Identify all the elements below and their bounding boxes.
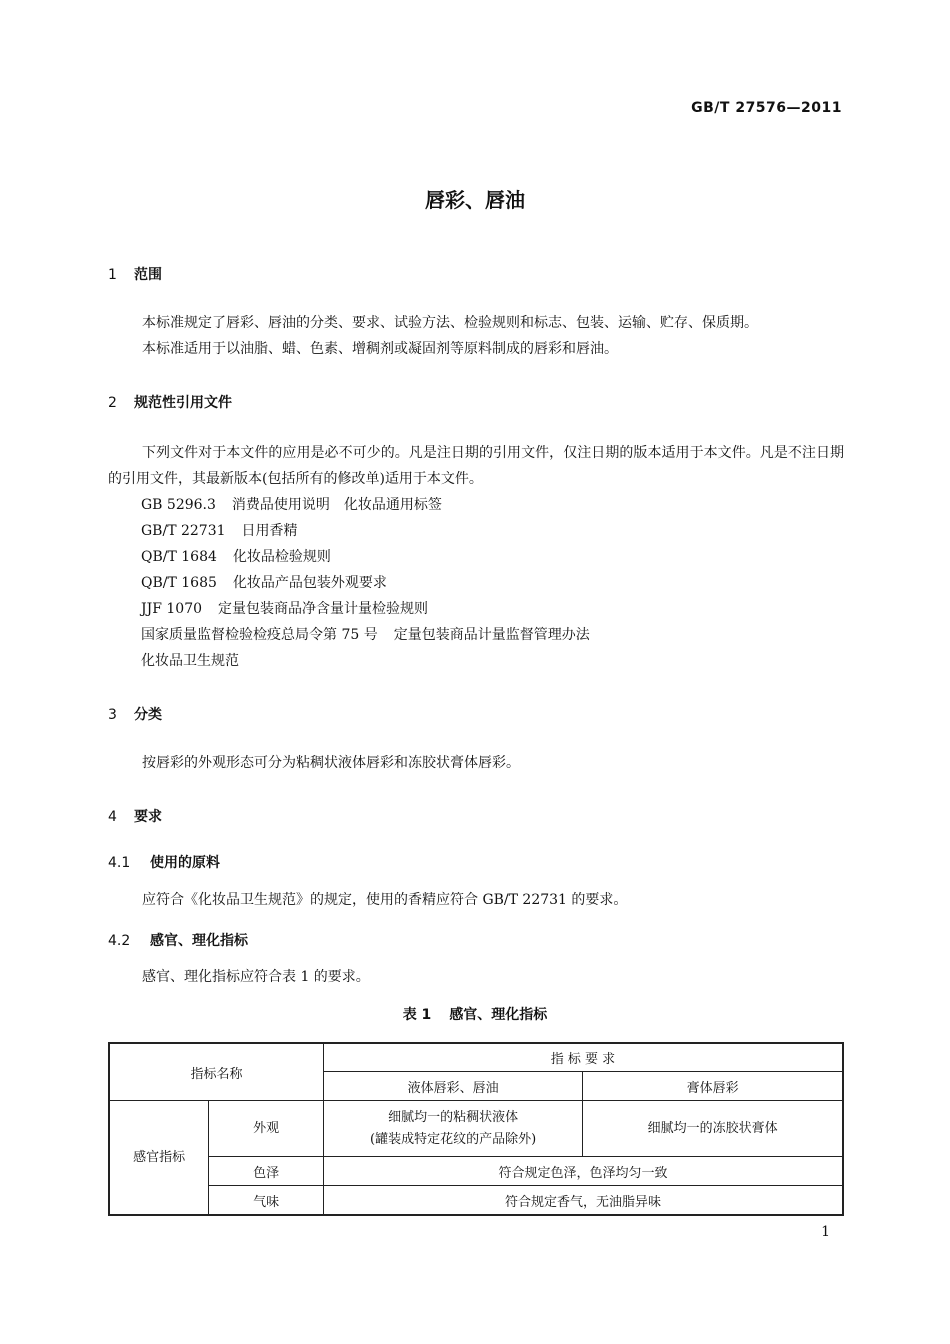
section-1-paragraph-1: 本标准规定了唇彩、唇油的分类、要求、试验方法、检验规则和标志、包装、运输、贮存、保质期。 — [142, 315, 758, 331]
section-2-title: 规范性引用文件 — [134, 395, 232, 411]
reference-item — [141, 648, 590, 674]
subsection-4-1-number: 4.1 — [108, 855, 131, 871]
header-paste-lipgloss: 膏体唇彩 — [583, 1072, 843, 1101]
section-3-heading — [108, 704, 162, 724]
subsection-4-2-paragraph: 感官、理化指标应符合表 1 的要求。 — [142, 969, 370, 985]
subsection-4-1-title: 使用的原料 — [150, 855, 220, 871]
standard-code: GB/T 27576—2011 — [691, 100, 842, 116]
reference-code: 化妆品卫生规范 — [141, 653, 239, 669]
reference-item — [141, 544, 590, 570]
reference-name: 定量包装商品净含量计量检验规则 — [218, 601, 429, 617]
reference-code: QB/T 1685 — [141, 575, 217, 591]
section-3-paragraph: 按唇彩的外观形态可分为粘稠状液体唇彩和冻胶状膏体唇彩。 — [142, 755, 520, 771]
appearance-paste: 细腻均一的冻胶状膏体 — [583, 1101, 843, 1157]
section-2-number: 2 — [108, 395, 117, 411]
reference-name: 化妆品检验规则 — [232, 549, 331, 565]
section-1-heading — [108, 264, 162, 284]
table-title: 感官、理化指标 — [449, 1007, 548, 1023]
appearance-liquid — [323, 1101, 582, 1157]
section-1-title: 范围 — [134, 267, 162, 283]
reference-item — [141, 492, 590, 518]
reference-name: 化妆品产品包装外观要求 — [232, 575, 387, 591]
reference-code: JJF 1070 — [141, 601, 203, 617]
page-number: 1 — [821, 1224, 830, 1240]
color-value: 符合规定色泽，色泽均匀一致 — [323, 1157, 843, 1186]
table-row — [109, 1157, 843, 1186]
table-caption — [0, 1004, 950, 1024]
reference-name: 定量包装商品计量监督管理办法 — [393, 627, 590, 643]
reference-code: GB 5296.3 — [141, 497, 216, 513]
reference-item — [141, 518, 590, 544]
section-4-number: 4 — [108, 809, 117, 825]
section-1-paragraph-2: 本标准适用于以油脂、蜡、色素、增稠剂或凝固剂等原料制成的唇彩和唇油。 — [142, 341, 618, 357]
subsection-4-1-heading — [108, 852, 220, 872]
document-title: 唇彩、唇油 — [425, 188, 525, 212]
reference-name: 消费品使用说明 化妆品通用标签 — [231, 497, 442, 513]
table-number: 表 1 — [402, 1007, 432, 1023]
section-1-number: 1 — [108, 267, 117, 283]
appearance-liquid-line-2: (罐装成特定花纹的产品除外) — [370, 1131, 537, 1147]
subsection-4-1-paragraph: 应符合《化妆品卫生规范》的规定，使用的香精应符合 GB/T 22731 的要求。 — [142, 892, 628, 908]
group-sensory: 感官指标 — [109, 1101, 209, 1216]
header-liquid-lipgloss: 液体唇彩、唇油 — [323, 1072, 582, 1101]
section-2-intro: 下列文件对于本文件的应用是必不可少的。凡是注日期的引用文件，仅注日期的版本适用于本文件。凡是不注日期的引用文件，其最新版本(包括所有的修改单)适用于本文件。 — [108, 445, 844, 487]
odor-value: 符合规定香气，无油脂异味 — [323, 1186, 843, 1216]
table-row — [109, 1101, 843, 1157]
section-2-heading — [108, 392, 232, 412]
normative-references-list — [141, 492, 590, 674]
table-header-row — [109, 1043, 843, 1072]
row-name-appearance: 外观 — [209, 1101, 324, 1157]
reference-code: GB/T 22731 — [141, 523, 226, 539]
table-row — [109, 1186, 843, 1216]
section-3-title: 分类 — [134, 707, 162, 723]
reference-name: 日用香精 — [241, 523, 298, 539]
reference-code: 国家质量监督检验检疫总局令第 75 号 — [141, 627, 378, 643]
section-4-heading — [108, 806, 162, 826]
subsection-4-2-title: 感官、理化指标 — [150, 933, 248, 949]
row-name-color: 色泽 — [209, 1157, 324, 1186]
header-requirement: 指 标 要 求 — [323, 1043, 843, 1072]
subsection-4-2-number: 4.2 — [108, 933, 131, 949]
reference-code: QB/T 1684 — [141, 549, 217, 565]
reference-item — [141, 596, 590, 622]
spec-table — [108, 1042, 844, 1216]
row-name-odor: 气味 — [209, 1186, 324, 1216]
section-4-title: 要求 — [134, 809, 162, 825]
reference-item — [141, 622, 590, 648]
section-3-number: 3 — [108, 707, 117, 723]
subsection-4-2-heading — [108, 930, 248, 950]
header-indicator-name: 指标名称 — [109, 1043, 323, 1101]
reference-item — [141, 570, 590, 596]
appearance-liquid-line-1: 细腻均一的粘稠状液体 — [388, 1109, 519, 1125]
